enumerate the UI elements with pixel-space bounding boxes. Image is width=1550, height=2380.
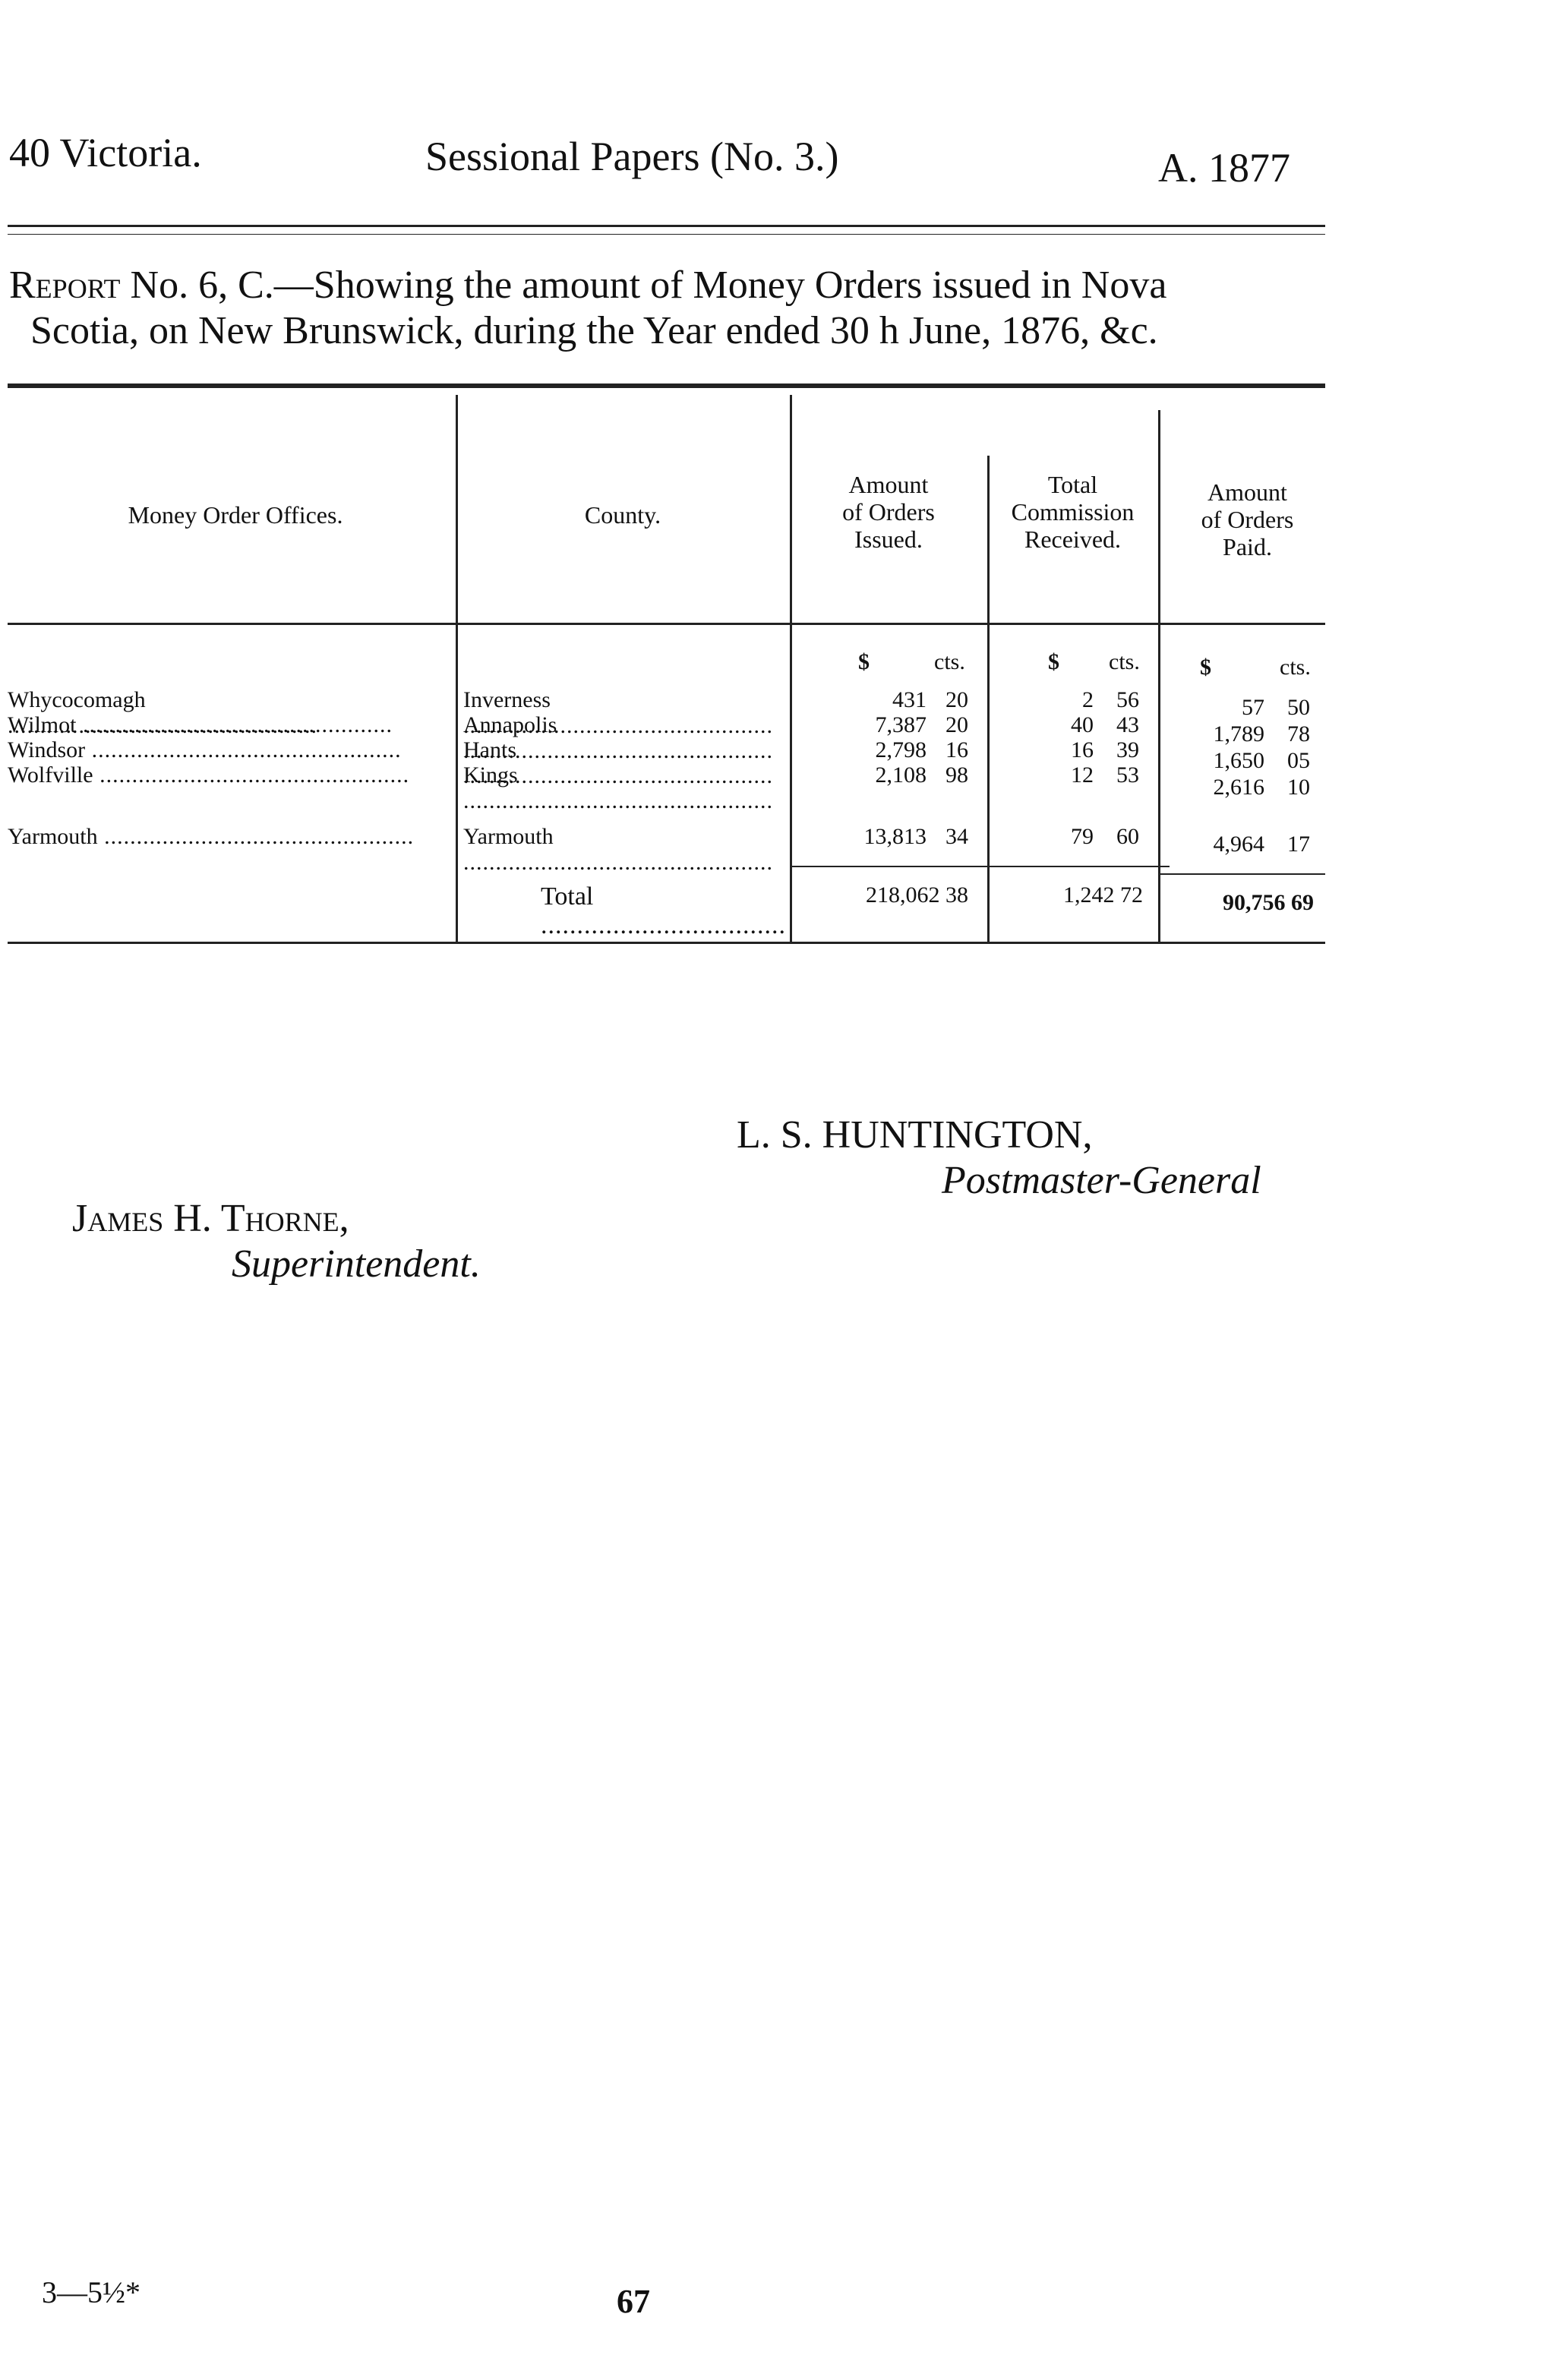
total-paid: 90,756 69	[1223, 890, 1314, 915]
office-name: Yarmouth .....	[8, 824, 452, 850]
paid-cents: 05	[1287, 748, 1310, 773]
comm-cents: 56	[1116, 687, 1139, 712]
table-divider-4	[1158, 410, 1160, 942]
office-name: Windsor .....	[8, 737, 452, 763]
col-head-issued	[797, 471, 980, 553]
header-center: Sessional Papers (No. 3.)	[425, 134, 839, 179]
issued-cents: 20	[945, 712, 968, 737]
paid-cents: 78	[1287, 721, 1310, 747]
unit-cents-comm: cts.	[1109, 649, 1140, 674]
report-title-prefix: Report	[9, 264, 121, 307]
col-head-commission-1: Total	[1047, 471, 1098, 498]
comm-cents: 39	[1116, 737, 1139, 762]
col-head-paid-1: Amount	[1207, 478, 1287, 506]
header-left: 40 Victoria.	[9, 130, 202, 175]
paid-dollars: 1,789	[1213, 721, 1264, 747]
superintendent-name: James H. Thorne,	[72, 1197, 349, 1240]
comm-dollars: 40	[1071, 712, 1094, 737]
county-name: Kings .....	[463, 762, 786, 814]
header-rule-thin	[8, 234, 1325, 235]
paid-dollars: 2,616	[1213, 775, 1264, 800]
col-head-commission-2: Commission	[1011, 498, 1135, 526]
postmaster-name: L. S. HUNTINGTON,	[737, 1113, 1093, 1157]
paid-dollars: 57	[1242, 695, 1264, 720]
total-issued: 218,062 38	[866, 882, 968, 907]
total-commission: 1,242 72	[1063, 882, 1143, 907]
paid-dollars: 1,650	[1213, 748, 1264, 773]
issued-dollars: 2,798	[875, 737, 927, 762]
county-name: Inverness .....	[463, 687, 786, 739]
report-title-rest: No. 6, C.—Showing the amount of Money Orders issued in Nova	[120, 264, 1167, 307]
col-head-paid	[1162, 478, 1333, 560]
comm-cents: 43	[1116, 712, 1139, 737]
table-divider-1	[456, 395, 458, 942]
footer-signature-mark: 3—5½*	[42, 2275, 140, 2309]
total-label: Total .....	[541, 882, 785, 940]
comm-dollars: 2	[1082, 687, 1094, 712]
report-title-line1	[9, 262, 1166, 309]
unit-dollars-comm: $	[1048, 649, 1059, 674]
postmaster-title: Postmaster-General	[942, 1159, 1261, 1202]
comm-dollars: 79	[1071, 824, 1094, 849]
report-title-line2: Scotia, on New Brunswick, during the Year ended 30 h June, 1876, &c.	[30, 309, 1158, 352]
table-divider-3	[987, 456, 990, 942]
comm-cents: 60	[1116, 824, 1139, 849]
unit-cents-paid: cts.	[1280, 655, 1311, 680]
issued-dollars: 431	[892, 687, 927, 712]
unit-cents-issued: cts.	[934, 649, 965, 674]
issued-dollars: 2,108	[875, 762, 927, 788]
total-rule-right	[1158, 873, 1325, 875]
issued-dollars: 7,387	[875, 712, 927, 737]
issued-dollars: 13,813	[863, 824, 927, 849]
county-name: Hants .....	[463, 737, 786, 789]
header-rule	[8, 225, 1325, 227]
col-head-paid-3: Paid.	[1223, 533, 1272, 560]
col-head-issued-1: Amount	[848, 471, 929, 498]
unit-dollars-paid: $	[1200, 655, 1211, 680]
table-divider-2	[790, 395, 792, 942]
col-head-commission	[991, 471, 1154, 553]
col-head-issued-2: of Orders	[842, 498, 935, 526]
paid-dollars: 4,964	[1213, 832, 1264, 857]
col-head-commission-3: Received.	[1024, 526, 1122, 553]
title-rule	[8, 384, 1325, 388]
county-name: Yarmouth .....	[463, 824, 786, 876]
table-bottom-rule	[8, 942, 1325, 944]
header-right: A. 1877	[1158, 145, 1290, 191]
page-number: 67	[617, 2283, 650, 2320]
paid-cents: 10	[1287, 775, 1310, 800]
office-name: Wilmot .....	[8, 712, 452, 738]
office-name: Whycocomagh .....	[8, 687, 452, 739]
comm-cents: 53	[1116, 762, 1139, 788]
col-head-offices: Money Order Offices.	[128, 501, 343, 529]
header-separator	[8, 623, 1325, 625]
issued-cents: 34	[945, 824, 968, 849]
col-head-county: County.	[584, 501, 661, 529]
unit-dollars-issued: $	[858, 649, 870, 674]
issued-cents: 98	[945, 762, 968, 788]
issued-cents: 16	[945, 737, 968, 762]
county-name: Annapolis .....	[463, 712, 786, 764]
total-rule-left	[790, 866, 1170, 867]
comm-dollars: 16	[1071, 737, 1094, 762]
superintendent-title: Superintendent.	[232, 1242, 481, 1286]
issued-cents: 20	[945, 687, 968, 712]
col-head-paid-2: of Orders	[1201, 506, 1294, 533]
col-head-issued-3: Issued.	[854, 526, 923, 553]
paid-cents: 17	[1287, 832, 1310, 857]
comm-dollars: 12	[1071, 762, 1094, 788]
paid-cents: 50	[1287, 695, 1310, 720]
office-name: Wolfville .....	[8, 762, 452, 788]
